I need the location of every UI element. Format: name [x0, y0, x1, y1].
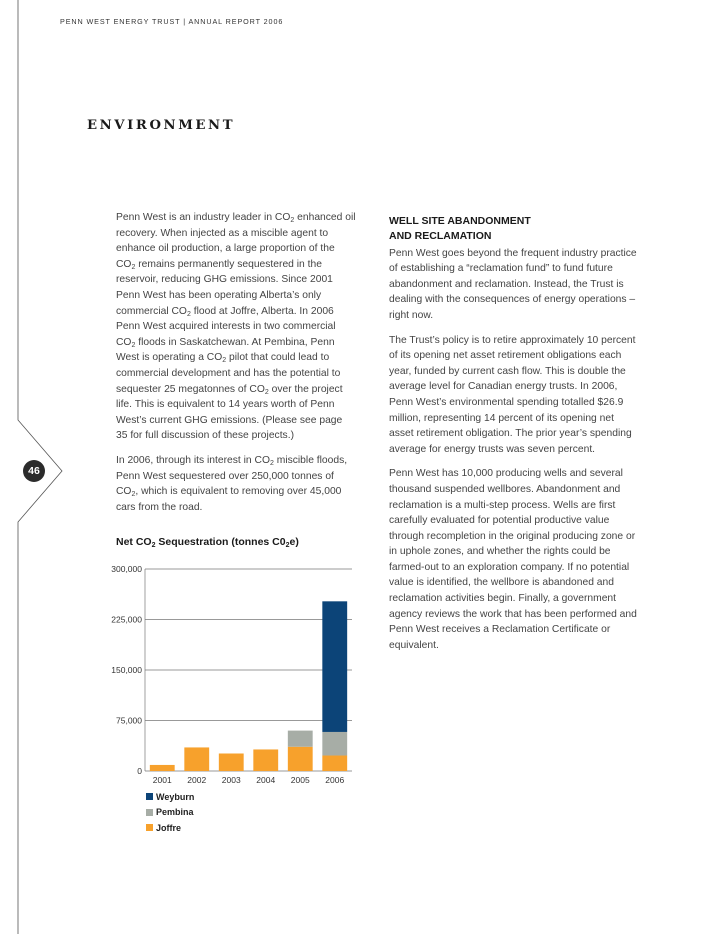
bar-joffre-2001 [150, 765, 175, 771]
bar-joffre-2006 [322, 756, 347, 771]
reclamation-subhead: WELL SITE ABANDONMENT AND RECLAMATION [389, 215, 531, 242]
reclamation-paragraph-1: Penn West goes beyond the frequent industry practice of establishing a “reclamation fund” to fund future abandonment and reclamation. Instead, the Trust is dealing with the consequences of energy operations – right now. [389, 247, 637, 321]
y-tick-label: 150,000 [111, 665, 142, 675]
x-tick-label: 2003 [221, 775, 241, 785]
page-number: 46 [23, 460, 45, 482]
chart-title: Net $CO_2$ Sequestration (tonnes $C0_2e$) [116, 536, 299, 549]
legend-label: Joffre [156, 822, 182, 833]
y-tick-label: 300,000 [111, 564, 142, 574]
sequestration-chart [100, 560, 370, 785]
legend-item-pembina [146, 805, 194, 821]
bar-pembina-2005 [288, 731, 313, 747]
legend-label: Pembina [156, 807, 194, 818]
x-tick-label: 2006 [325, 775, 345, 785]
left-column [116, 210, 356, 524]
legend-swatch [146, 793, 153, 800]
y-tick-label: 75,000 [116, 715, 142, 726]
x-tick-label: 2005 [290, 775, 310, 785]
reclamation-paragraph-2: The Trust’s policy is to retire approximately 10 percent of its opening net asset retirement obligations each year, funded by current cash flow. This is double the average level for Canadian energy trusts. In 2006, Penn West’s environmental spending totalled $26.9 million, representing 14 percent of its opening net asset retirement obligation. The prior year’s spending average for energy trusts was seven percent. [389, 334, 636, 455]
legend-item-weyburn [146, 789, 194, 805]
bar-joffre-2002 [184, 747, 209, 771]
y-tick-label: 225,000 [111, 614, 142, 625]
bar-pembina-2006 [322, 732, 347, 756]
legend-item-joffre [146, 820, 194, 836]
report-header: PENN WEST ENERGY TRUST | ANNUAL REPORT 2006 [60, 17, 284, 26]
legend-swatch [146, 809, 153, 816]
co2-2006-paragraph: In 2006, through its interest in $CO_2$ miscible floods, Penn West sequestered over 250,000 tonnes of $CO_2$, which is equivalent to removing over 45,000 cars from the road. [116, 454, 348, 513]
section-title: ENVIRONMENT [87, 118, 236, 133]
bar-joffre-2003 [219, 753, 244, 771]
reclamation-paragraph-3: Penn West has 10,000 producing wells and several thousand suspended wellbores. Abandonment and reclamation is a multi-step process. Wells are first carefully evaluated for potential productive value through recompletion in the original producing zone or in uphole zones, and whether the rights could be farmed-out to an exploration company. If no potential value is identified, the wellbore is abandoned and reclamation activities begin. Finally, a government agency reviews the work that has been performed and Penn West receives a Reclamation Certificate or equivalent. [389, 468, 637, 651]
x-tick-label: 2001 [152, 775, 172, 785]
co2-intro-paragraph: Penn West is an industry leader in $CO_2$ enhanced oil recovery. When injected as a miscible agent to enhance oil production, a large proportion of the $CO_2$ remains permanently sequestered in the reservoir, reducing GHG emissions. Since 2001 Penn West has been operating Alberta’s only commercial $CO_2$ flood at Joffre, Alberta. In 2006 Penn West acquired interests in two commercial $CO_2$ floods in Saskatchewan. At Pembina, Penn West is operating a $CO_2$ pilot that could lead to commercial development and has the potential to sequester 25 megatonnes of $CO_2$ over the project life. This is equivalent to 14 years worth of Penn West’s current GHG emissions. (Please see page 35 for full discussion of these projects.) [116, 212, 356, 442]
legend-label: Weyburn [156, 791, 195, 802]
bar-joffre-2004 [253, 749, 278, 771]
x-tick-label: 2002 [187, 775, 207, 785]
right-column [389, 214, 641, 662]
legend-swatch [146, 824, 153, 831]
chart-legend [146, 789, 194, 836]
y-tick-label: 0 [137, 766, 142, 776]
bar-joffre-2005 [288, 747, 313, 771]
x-tick-label: 2004 [256, 775, 276, 785]
bar-weyburn-2006 [322, 601, 347, 732]
